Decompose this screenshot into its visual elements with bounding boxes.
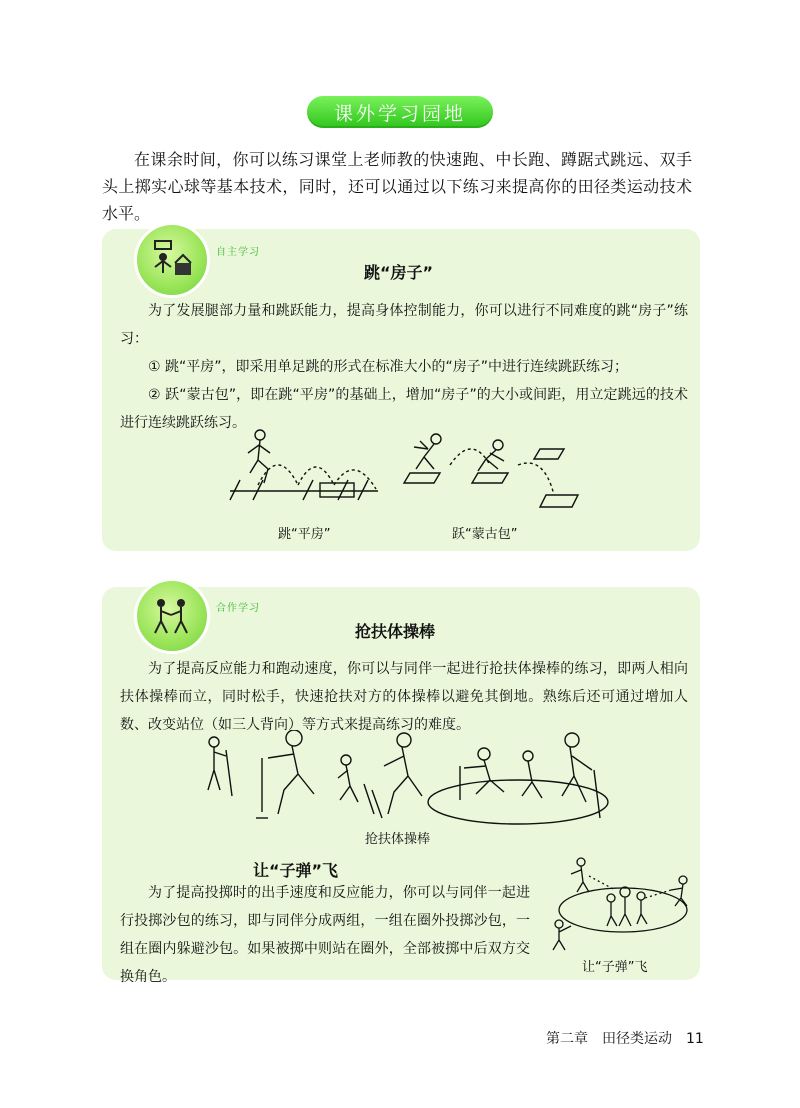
hopscotch-text [120, 297, 688, 437]
sandbag-caption: 让“子弹”飞 [582, 960, 648, 975]
hopscotch-caption-right: 跃“蒙古包” [452, 527, 518, 542]
page-footer: 第二章 田径类运动 11 [546, 1031, 704, 1047]
hopscotch-illustration [228, 425, 584, 520]
hopscotch-line-3: ② 跃“蒙古包”，即在跳“平房”的基础上，增加“房子”的大小或间距，用立定跳远的技术进行连续跳跃练习。 [120, 387, 688, 431]
intro-paragraph: 在课余时间，你可以练习课堂上老师教的快速跑、中长跑、蹲踞式跳远、双手头上掷实心球等基本技术，同时，还可以通过以下练习来提高你的田径类运动技术水平。 [102, 150, 692, 223]
hopscotch-line-2: ① 跳“平房”，即采用单足跳的形式在标准大小的“房子”中进行连续跳跃练习； [148, 359, 629, 375]
sandbag-text: 为了提高投掷时的出手速度和反应能力，你可以与同伴一起进行投掷沙包的练习，即与同伴分成两组，一组在圈外投掷沙包，一组在圈内躲避沙包。如果被掷中则站在圈外，全部被掷中后双方交换角色。 [120, 885, 530, 985]
sandbag-illustration [545, 856, 695, 952]
self-study-tag: 自主学习 [216, 247, 260, 258]
cooperative-study-badge-icon [134, 578, 210, 654]
section-banner: 课外学习园地 [307, 96, 493, 128]
sandbag-title: 让“子弹”飞 [253, 861, 339, 880]
cooperative-study-tag: 合作学习 [216, 603, 260, 614]
self-study-badge-icon [134, 222, 210, 298]
stick-grab-caption: 抢扶体操棒 [365, 832, 431, 847]
stick-grab-text: 为了提高反应能力和跑动速度，你可以与同伴一起进行抢扶体操棒的练习，即两人相向扶体操棒而立，同时松手，快速抢扶对方的体操棒以避免其倒地。熟练后还可通过增加人数、改变站位（如三人背向）等方式来提高练习的难度。 [120, 661, 688, 733]
hopscotch-title: 跳“房子” [364, 263, 434, 282]
stick-grab-title: 抢扶体操棒 [355, 622, 436, 641]
hopscotch-line-1: 为了发展腿部力量和跳跃能力，提高身体控制能力，你可以进行不同难度的跳“房子”练习： [120, 303, 688, 347]
stick-grab-illustration [198, 730, 618, 828]
hopscotch-caption-left: 跳“平房” [278, 527, 331, 542]
